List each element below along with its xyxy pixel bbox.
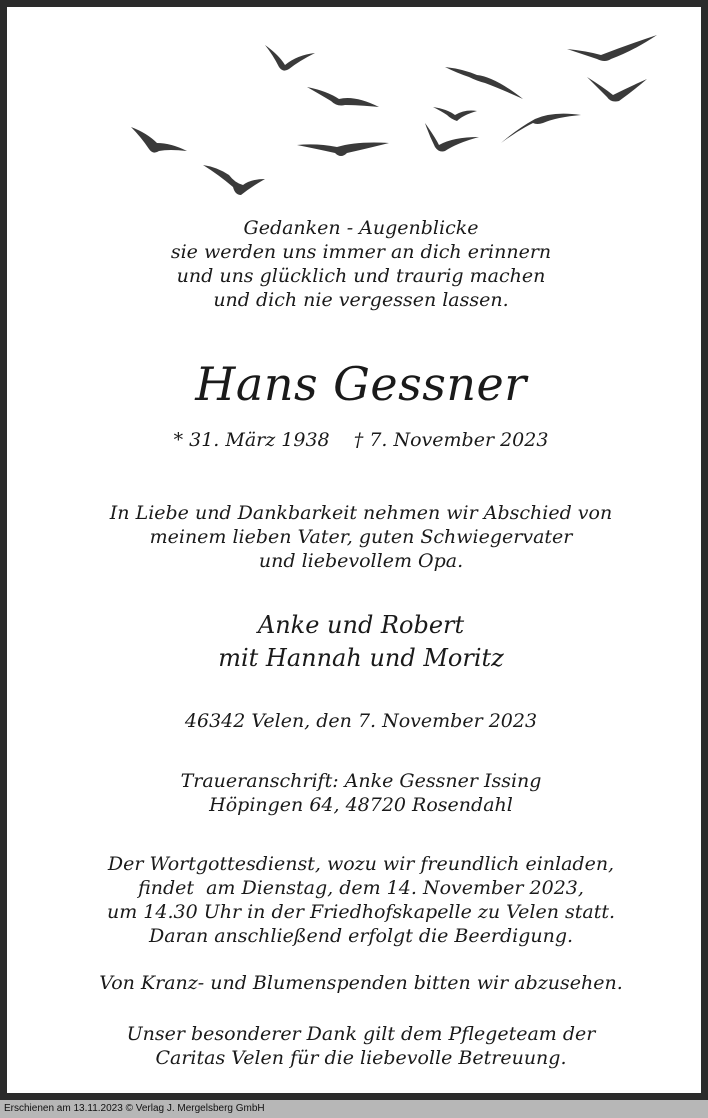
- service-line-4: Daran anschließend erfolgt die Beerdigung.: [148, 925, 574, 947]
- poem-line-1: Gedanken - Augenblicke: [243, 217, 479, 239]
- deceased-name: Hans Gessner: [195, 357, 527, 411]
- life-dates: * 31. März 1938 † 7. November 2023: [173, 429, 549, 451]
- thanks-line-1: Unser besonderer Dank gilt dem Pflegeteam der: [126, 1023, 596, 1045]
- poem-line-2: sie werden uns immer an dich erinnern: [170, 241, 552, 263]
- farewell-line-1: In Liebe und Dankbarkeit nehmen wir Abschied von: [109, 502, 613, 524]
- poem-line-3: und uns glücklich und traurig machen: [176, 265, 546, 287]
- family-line-2: mit Hannah und Moritz: [218, 644, 504, 672]
- service-line-3: um 14.30 Uhr in der Friedhofskapelle zu Velen statt.: [107, 901, 615, 923]
- place-date: 46342 Velen, den 7. November 2023: [184, 710, 538, 732]
- farewell-line-2: meinem lieben Vater, guten Schwiegervater: [149, 526, 573, 548]
- publication-footer: Erschienen am 13.11.2023 © Verlag J. Mergelsberg GmbH: [0, 1100, 708, 1118]
- poem-line-4: und dich nie vergessen lassen.: [213, 289, 509, 311]
- flowers-note: Von Kranz- und Blumenspenden bitten wir abzusehen.: [99, 972, 623, 994]
- flying-seagulls-illustration: [117, 25, 677, 205]
- service-line-2: findet am Dienstag, dem 14. November 2023,: [138, 877, 584, 899]
- thanks-line-2: Caritas Velen für die liebevolle Betreuung.: [155, 1047, 567, 1069]
- family-line-1: Anke und Robert: [257, 611, 465, 639]
- address-line-1: Traueranschrift: Anke Gessner Issing: [180, 770, 542, 792]
- address-line-2: Höpingen 64, 48720 Rosendahl: [209, 794, 513, 816]
- farewell-line-3: und liebevollem Opa.: [258, 550, 464, 572]
- service-line-1: Der Wortgottesdienst, wozu wir freundlich einladen,: [107, 853, 615, 875]
